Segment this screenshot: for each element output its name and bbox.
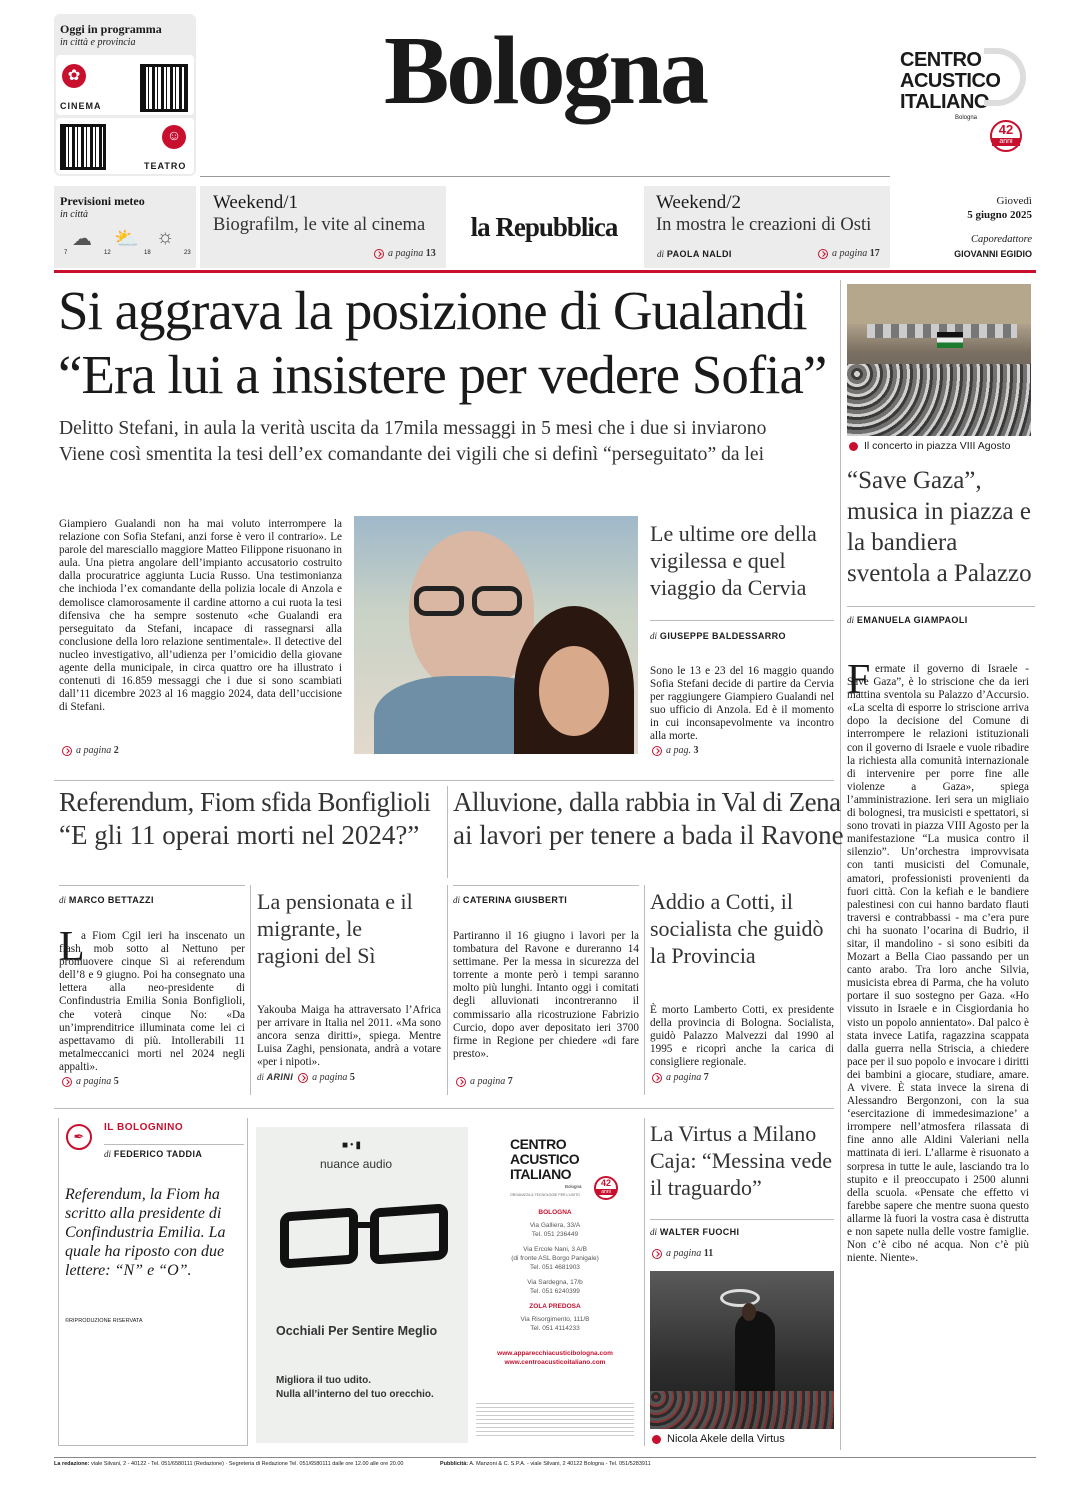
teatro-qr-icon[interactable] bbox=[60, 124, 106, 170]
weekend2-title: In mostra le creazioni di Osti bbox=[656, 215, 872, 235]
virtus-byline: di WALTER FUOCHI bbox=[650, 1227, 740, 1237]
cai-line2: ACUSTICO bbox=[900, 70, 1001, 92]
weekend2-byline: di PAOLA NALDI bbox=[657, 249, 732, 259]
pen-icon: ✒ bbox=[66, 1124, 92, 1150]
city-title: Bologna bbox=[383, 17, 707, 125]
lead-body: Giampiero Gualandi non ha mai voluto interrompere la relazione con Sofia Stefani, anzi forse è vero il contrario». Le parole del maresciallo maggiore Matteo Filippone risuonano in aula. Una pietra angolare dell’impianto accusatorio costruito dalla procuratrice aggiunta Lucia Russo. Una testimonianza che inchioda l’ex comandante della polizia locale di Anzola e demolisce clamorosamente il cardine attorno a cui ruota la tesi difensiva che ha sempre sostenuto «che Gualandi era perseguitato da Stefani, incapace di rassegnarsi alla conclusione della loro relazione sentimentale». Il detective del nucleo investigativo, all’udienza per l’omicidio della giovane agente della municipale, in circa quattro ore ha illustrato i contenuti di 16.859 messaggi che i due si sono scambiati dall’11 dicembre 2023 al 16 maggio 2024, data dell’uccisione di Stefani. bbox=[59, 518, 342, 714]
arrow-icon bbox=[374, 249, 384, 259]
gaza-dropcap: F bbox=[847, 657, 871, 703]
camera-icon bbox=[652, 1435, 661, 1444]
alluvione-title-2: ai lavori per tenere a bada il Ravone bbox=[453, 820, 844, 850]
arrow-icon bbox=[62, 1077, 72, 1087]
years-badge: 42 anni bbox=[990, 120, 1022, 152]
lead-sub-2: Viene così smentita la tesi dell’ex comandante dei vigili che si definì “perseguitato” da lei bbox=[59, 444, 765, 465]
camera-icon bbox=[849, 442, 858, 451]
issue-date: 5 giugno 2025 bbox=[967, 209, 1032, 221]
arrow-icon bbox=[818, 249, 828, 259]
virtus-caption: Nicola Akele della Virtus bbox=[652, 1433, 785, 1445]
vigilessa-byline: di GIUSEPPE BALDESSARRO bbox=[650, 631, 786, 641]
pensionata-body: Yakouba Maiga ha attraversato l’Africa per arrivare in Italia nel 2011. «Ma sono ancora senza diritti», spiega. Mentre Luisa Zaghi, pensionata, andrà a votare «per i nipoti». bbox=[257, 1004, 441, 1069]
cai-bottom-city: Bologna bbox=[565, 1184, 582, 1189]
meteo-hour-2: 12 bbox=[104, 250, 111, 256]
pensionata-byline-page[interactable]: di ARINI a pagina 5 bbox=[257, 1072, 355, 1083]
meteo-hour-3: 18 bbox=[144, 250, 151, 256]
nuance-headline: Occhiali Per Sentire Meglio bbox=[276, 1324, 438, 1338]
arrow-icon bbox=[652, 1249, 662, 1259]
cinema-label: CINEMA bbox=[60, 101, 102, 111]
ad-fineprint bbox=[476, 1403, 634, 1437]
pensionata-title: La pensionata e il migrante, le ragioni del Sì bbox=[257, 889, 413, 968]
referendum-dropcap: L bbox=[59, 924, 85, 970]
cai-bottom-line1: CENTRO bbox=[510, 1136, 567, 1152]
virtus-photo bbox=[650, 1271, 834, 1429]
bolognino-text: Referendum, la Fiom ha scritto alla presidente di Confindustria Emilia. La quale ha riposto con due lettere: “N” e “O”. bbox=[65, 1186, 226, 1279]
weather-sun-icon: ☼ bbox=[156, 226, 175, 248]
meteo-subtitle: in città bbox=[60, 209, 89, 220]
weather-partly-icon: ⛅ bbox=[114, 228, 139, 250]
cai-addresses: BOLOGNA Via Galliera, 33/A Tel. 051 236449 Via Ercole Nani, 3 A/B (di fronte ASL Borgo Panigale) Tel. 051 4681903 Via Sardegna, 17/b Tel. 051 6240399 ZOLA PREDOSA Via Risorgimento, 111/B Tel. 051 4114233 www.apparecchiacusticibologna.com www.centroacusticoitaliano.com bbox=[497, 1209, 613, 1366]
cotti-page[interactable]: a pagina 7 bbox=[652, 1072, 709, 1083]
vigilessa-title: Le ultime ore della vigilessa e quel viaggio da Cervia bbox=[650, 521, 817, 600]
editor-role: Caporedattore bbox=[970, 234, 1032, 245]
cotti-title: Addio a Cotti, il socialista che guidò la Provincia bbox=[650, 889, 824, 968]
weekend2-label: Weekend/2 bbox=[656, 192, 741, 213]
weather-cloud-icon: ☁ bbox=[72, 228, 92, 250]
alluvione-byline: di CATERINA GIUSBERTI bbox=[453, 895, 568, 905]
cai-bottom-sub: ORGANIZZA & TECNOLOGIE PER L’UDITO bbox=[510, 1193, 580, 1197]
nuance-brand: nuance audio bbox=[320, 1157, 393, 1171]
bolognino-byline: di FEDERICO TADDIA bbox=[104, 1149, 203, 1159]
alluvione-page[interactable]: a pagina 7 bbox=[456, 1076, 513, 1087]
arrow-icon bbox=[652, 746, 662, 756]
referendum-body: a Fiom Cgil ieri ha inscenato un flash mob sotto al Nettuno per promuovere cinque Sì ai referendum dell’8 e 9 giugno. Poi ha consegnato una lettera alla neo-presidente di Confindustria Emilia Sonia Bonfiglioli, che voterà cinque No: «Da un’imprenditrice illuminata come lei ci aspettavamo di più. Intollerabili 11 metalmeccanici morti nel 2024 negli appalti». bbox=[59, 930, 245, 1073]
arrow-icon bbox=[298, 1073, 308, 1083]
weekend1-label: Weekend/1 bbox=[213, 192, 298, 213]
red-rule bbox=[54, 270, 1036, 273]
theater-mask-icon: ☺ bbox=[162, 125, 186, 149]
film-reel-icon: ✿ bbox=[62, 64, 86, 88]
lead-headline-1: Si aggrava la posizione di Gualandi bbox=[58, 280, 807, 341]
issue-day: Giovedì bbox=[996, 195, 1032, 207]
virtus-title: La Virtus a Milano Caja: “Messina vede il traguardo” bbox=[650, 1121, 833, 1200]
arrow-icon bbox=[62, 746, 72, 756]
meteo-title: Previsioni meteo bbox=[60, 194, 145, 208]
cai-bottom-line3: ITALIANO bbox=[510, 1166, 572, 1182]
arrow-icon bbox=[456, 1077, 466, 1087]
virtus-page[interactable]: a pagina 11 bbox=[652, 1248, 713, 1259]
cai-line1: CENTRO bbox=[900, 49, 982, 71]
cai-city: Bologna bbox=[955, 115, 978, 121]
meteo-hour-1: 7 bbox=[64, 250, 68, 256]
cinema-qr-icon[interactable] bbox=[140, 64, 188, 112]
teatro-label: TEATRO bbox=[144, 161, 187, 171]
referendum-title-1: Referendum, Fiom sfida Bonfiglioli bbox=[59, 787, 431, 817]
editor-name: GIOVANNI EGIDIO bbox=[954, 249, 1032, 259]
cai-bottom-line2: ACUSTICO bbox=[510, 1151, 580, 1167]
alluvione-body: Partiranno il 16 giugno i lavori per la tombatura del Ravone e dureranno 14 settimane. Per la messa in sicurezza del torrente a monte però i tempi saranno molto più lunghi. Intanto oggi i comitati degli alluvionati incontreranno il commissario alla ricostruzione Fabrizio Curcio, dopo aver depositato ieri 3700 firme in Regione per chiedere «di fare presto». bbox=[453, 930, 639, 1060]
vigilessa-body: Sono le 13 e 23 del 16 maggio quando Sofia Stefani decide di partire da Cervia per raggiungere Giampiero Gualandi nel suo ufficio di Anzola. Ed è il momento in cui inconsapevolmente va incontro alla morte. bbox=[650, 665, 834, 743]
lead-photo bbox=[354, 516, 638, 754]
weekend1-title: Biografilm, le vite al cinema bbox=[213, 215, 426, 235]
vigilessa-page[interactable]: a pag. 3 bbox=[652, 745, 699, 756]
nuance-logo-icon: ■•▮ bbox=[342, 1140, 364, 1151]
gaza-body: ermate il governo di Israele - Save Gaza”, è lo striscione che da ieri mattina sventola su Palazzo d’Accursio. «La scelta di esporre lo striscione arriva dopo la decisione del Comune di interrompere le relazioni istituzionali con il governo di Israele e vuole ribadire la richiesta alla comunità internazionale di intervenire per porre fine alle violenze a Gaza», spiega l’amministrazione. Ieri sera un migliaio di bolognesi, tra musicisti e spettatori, si sono trovati in piazza VIII Agosto per la manifestazione “La musica contro il silenzio”. Un’orchestra improvvisata con tanti musicisti del Comunale, amatori, professionisti provenienti da fuori città. Con la kefiah e le bandiere palestinesi con cui hanno bardato flauti traversi e contrabbassi - ma c’era pure chi ha suonato l’ocarina di Budrio, il sitar, il mandolino - si sono esibiti da Mozart a Bella Ciao passando per un canto arabo. Tra loro anche Silvia, musicista ebrea di Parma, che ha voluto portare il suo sostegno per Gaza. «Ho vissuto in Israele e in Cisgiordania ho visto un popolo annientato». Dal palco è stata invece Latifa, ragazzina scappata dalla guerra nella Striscia, a chiedere pace per il suo popolo e invocare i diritti dei bambini a giocare, studiare, amare. A vivere. È stata invece la sirena di Alessandro Bergonzoni, con la sua ‘esercitazione di immedesimazione’ a irrompere nell’atmosfera rilassata di fine anno alle Aldini Valeriani nella mattinata di ieri. L’allarme è risuonato a sorpresa in tutte le aule, lasciando tra lo stupito e il preoccupato i 2500 alunni della scuola. «Pensate che effetto vi farebbe sapere che mentre suona questo allarme là fuori la vostra casa è distrutta e non sapete nulla delle vostre famiglie. Non c’è cibo né acqua. Non c’è più niente. Niente». bbox=[847, 663, 1029, 1265]
lead-page[interactable]: a pagina 2 bbox=[62, 745, 119, 756]
referendum-title-2: “E gli 11 operai morti nel 2024?” bbox=[59, 820, 420, 850]
gaza-caption: Il concerto in piazza VIII Agosto bbox=[849, 440, 1011, 452]
alluvione-title-1: Alluvione, dalla rabbia in Val di Zena bbox=[453, 787, 841, 817]
cotti-body: È morto Lamberto Cotti, ex presidente della provincia di Bologna. Socialista, guidò Palazzo Malvezzi dal 1990 al 1995 e ricoprì anche la carica di consigliere regionale. bbox=[650, 1004, 834, 1069]
footer-redazione: La redazione: viale Silvani, 2 - 40122 - Tel. 051/6580111 (Redazione) · Segreteria di Redazione Tel. 051/6580111 dalle ore 12.00 alle ore 20.00 bbox=[54, 1461, 404, 1467]
cai-line3: ITALIANO bbox=[900, 91, 989, 113]
referendum-byline: di MARCO BETTAZZI bbox=[59, 895, 154, 905]
copyright: ©RIPRODUZIONE RISERVATA bbox=[65, 1318, 143, 1324]
programma-subtitle: in città e provincia bbox=[60, 37, 136, 48]
gaza-photo bbox=[847, 284, 1031, 436]
meteo-hour-4: 23 bbox=[184, 250, 191, 256]
gaza-byline: di EMANUELA GIAMPAOLI bbox=[847, 615, 968, 625]
nuance-tagline-1: Migliora il tuo udito. bbox=[276, 1375, 371, 1386]
bolognino-box bbox=[58, 1118, 248, 1446]
years-badge-small: 42 anni bbox=[594, 1176, 618, 1200]
nuance-tagline-2: Nulla all’interno del tuo orecchio. bbox=[276, 1389, 434, 1400]
weekend1-page[interactable]: a pagina 13 bbox=[374, 248, 436, 259]
weekend2-page[interactable]: a pagina 17 bbox=[818, 248, 880, 259]
lead-sub-1: Delitto Stefani, in aula la verità uscita da 17mila messaggi in 5 mesi che i due si inviarono bbox=[59, 418, 767, 439]
newspaper-logo: la Repubblica bbox=[470, 212, 618, 242]
bolognino-label: IL BOLOGNINO bbox=[104, 1122, 184, 1133]
glasses-image bbox=[270, 1200, 460, 1290]
referendum-page[interactable]: a pagina 5 bbox=[62, 1076, 119, 1087]
lead-headline-2: “Era lui a insistere per vedere Sofia” bbox=[58, 344, 827, 405]
arrow-icon bbox=[652, 1073, 662, 1083]
gaza-title: “Save Gaza”, musica in piazza e la bandiera sventola a Palazzo bbox=[847, 467, 1032, 587]
programma-title: Oggi in programma bbox=[60, 22, 162, 36]
footer-pubblicita: Pubblicità: A. Manzoni & C. S.P.A. - viale Silvani, 2 40122 Bologna - Tel. 051/5283911 bbox=[440, 1461, 651, 1467]
